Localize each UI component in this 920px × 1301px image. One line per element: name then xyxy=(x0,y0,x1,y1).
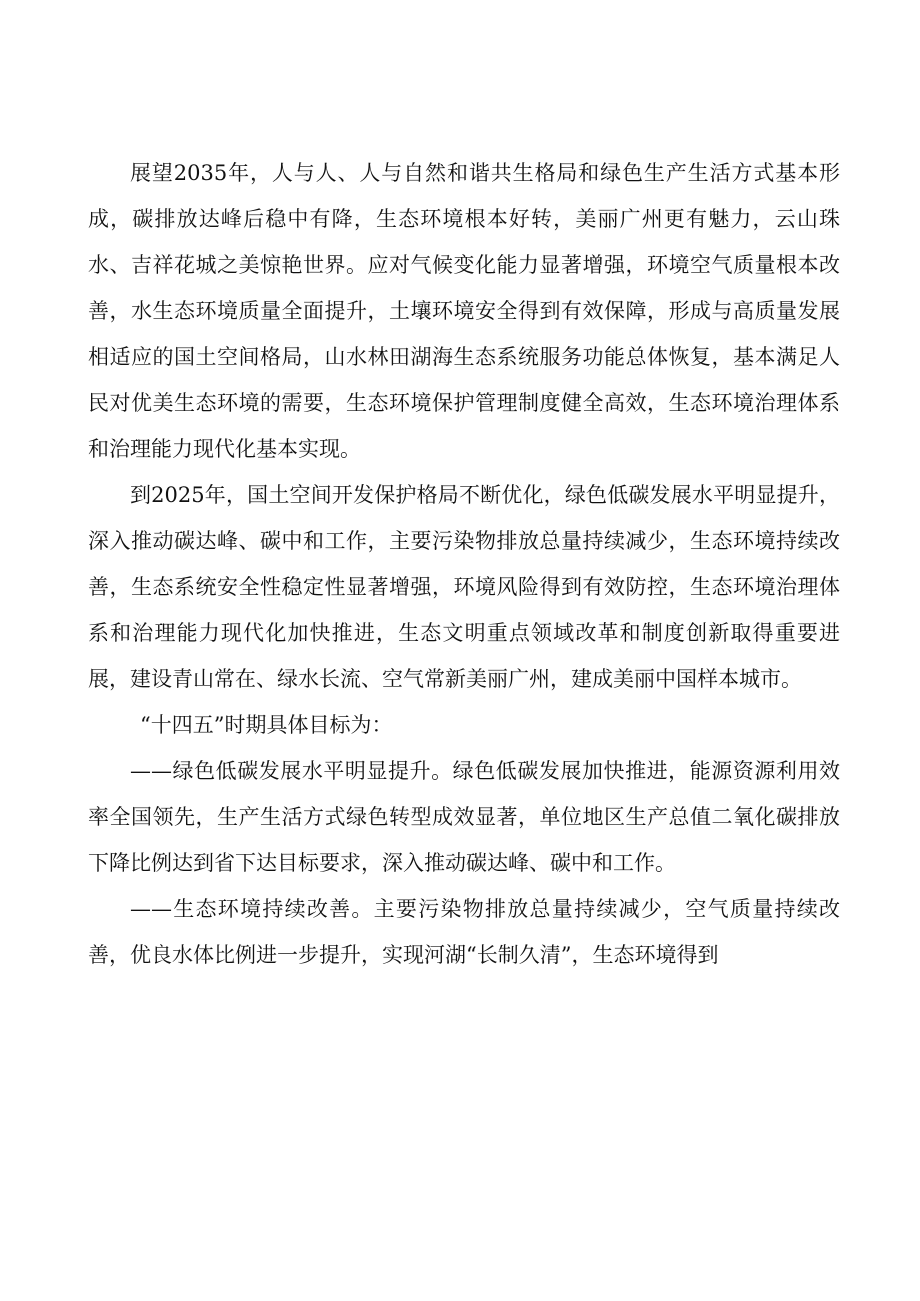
paragraph-goals-2025: 到2025年，国土空间开发保护格局不断优化，绿色低碳发展水平明显提升，深入推动碳达峰、碳中和工作，主要污染物排放总量持续减少，生态环境持续改善，生态系统安全性稳定性显著增强，环境风险得到有效防控，生态环境治理体系和治理能力现代化加快推进，生态文明重点领域改革和制度创新取得重要进展，建设青山常在、绿水长流、空气常新美丽广州，建成美丽中国样本城市。 xyxy=(88,483,840,691)
paragraph-14th-five-year-intro: “十四五”时期具体目标为： xyxy=(140,713,393,737)
paragraph-ecological-improvement: ——生态环境持续改善。主要污染物排放总量持续减少，空气质量持续改善，优良水体比例进一步提升，实现河湖“长制久清”，生态环境得到 xyxy=(88,897,840,967)
document-body xyxy=(88,150,840,978)
paragraph-green-low-carbon: ——绿色低碳发展水平明显提升。绿色低碳发展加快推进，能源资源利用效率全国领先，生产生活方式绿色转型成效显著，单位地区生产总值二氧化碳排放下降比例达到省下达目标要求，深入推动碳达峰、碳中和工作。 xyxy=(88,759,840,875)
paragraph-vision-2035: 展望2035年，人与人、人与自然和谐共生格局和绿色生产生活方式基本形成，碳排放达峰后稳中有降，生态环境根本好转，美丽广州更有魅力，云山珠水、吉祥花城之美惊艳世界。应对气候变化能力显著增强，环境空气质量根本改善，水生态环境质量全面提升，土壤环境安全得到有效保障，形成与高质量发展相适应的国土空间格局，山水林田湖海生态系统服务功能总体恢复，基本满足人民对优美生态环境的需要，生态环境保护管理制度健全高效，生态环境治理体系和治理能力现代化基本实现。 xyxy=(88,161,840,461)
